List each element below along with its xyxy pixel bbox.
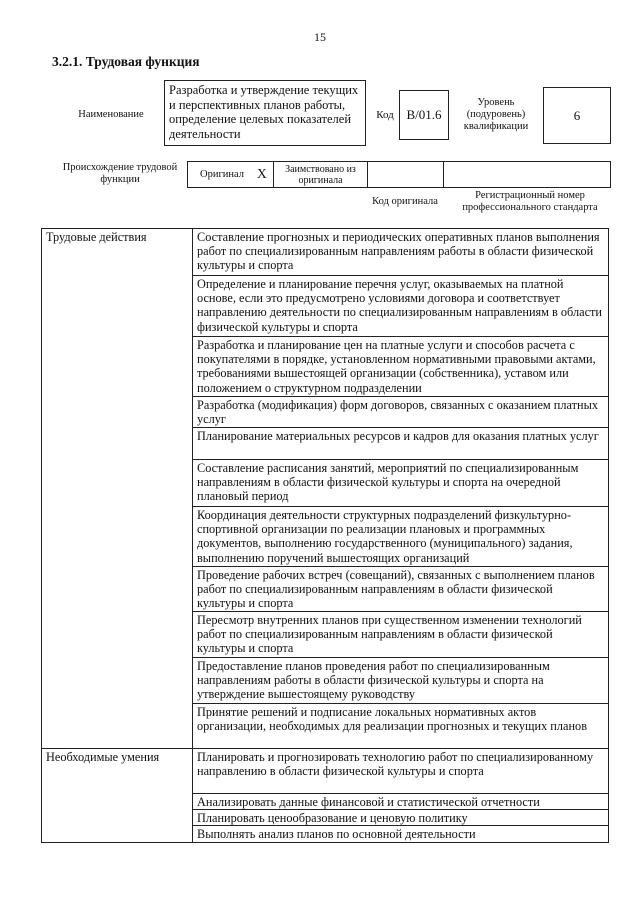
labor-action: Координация деятельности структурных подразделений физкультурно-спортивной организации по реализации плановых и программных документов, выполнению государственного (муниципального) задания, выполнению поручений вышестоящих организаций [193, 507, 609, 567]
labor-action: Предоставление планов проведения работ по специализированным направлениям работы в области физической культуры и спорта на утверждение вышестоящему руководству [193, 658, 609, 704]
function-name-box [164, 80, 366, 146]
page-number: 15 [314, 30, 326, 44]
required-skill: Выполнять анализ планов по основной деятельности [193, 826, 609, 842]
labor-action: Составление расписания занятий, мероприятий по специализированным направлениям в области физической культуры и спорта на очередной плановый период [193, 460, 609, 507]
table-row [42, 229, 609, 276]
level-value: 6 [573, 107, 581, 123]
original-cell [188, 162, 274, 187]
labor-action: Определение и планирование перечня услуг, оказываемых на платной основе, если это предусмотрено условиями договора и соответствует направлению деятельности по специализированным направлениям в области физической культуры и спорта [193, 276, 609, 337]
code-value: B/01.6 [406, 107, 442, 122]
origin-table [187, 161, 611, 188]
labor-action: Разработка и планирование цен на платные услуги и способов расчета с покупателями в порядке, установленном нормативными правовыми актами, требованиями вышестоящей организации (собственника), уставом или положением о структурном подразделении [193, 337, 609, 397]
required-skill: Планировать и прогнозировать технологию работ по специализированному направлению в области физической культуры и спорта [193, 749, 609, 794]
level-label: Уровень (подуровень) квалификации [463, 97, 529, 132]
section-label: Необходимые умения [42, 749, 193, 843]
labor-action: Пересмотр внутренних планов при существенном изменении технологий работ по специализированным направлениям в области физической культуры и спорта [193, 612, 609, 658]
code-original-label: Код оригинала [372, 196, 438, 207]
labor-action: Проведение рабочих встреч (совещаний), связанных с выполнением планов работ по специализированным направлениям в области физической культуры и спорта [193, 567, 609, 612]
required-skill: Планировать ценообразование и ценовую политику [193, 810, 609, 826]
reg-number-label: Регистрационный номер профессионального стандарта [462, 190, 598, 213]
required-skill: Анализировать данные финансовой и статистической отчетности [193, 794, 609, 810]
labor-action: Планирование материальных ресурсов и кадров для оказания платных услуг [193, 428, 609, 460]
code-label: Код [376, 109, 394, 121]
labor-action: Составление прогнозных и периодических оперативных планов выполнения работ по специализированным направлениям работы в области физической культуры и спорта [193, 229, 609, 276]
borrowed-label: Заимствовано из оригинала [274, 162, 368, 187]
labor-function-table [41, 228, 609, 843]
labor-action: Разработка (модификация) форм договоров, связанных с оказанием платных услуг [193, 397, 609, 428]
code-value-box [399, 90, 449, 140]
original-label: Оригинал [200, 169, 244, 180]
original-mark: X [257, 166, 267, 181]
code-original-cell [368, 162, 444, 187]
function-name: Разработка и утверждение текущих и перспективных планов работы, определение целевых показателей деятельности [169, 83, 359, 141]
section-title: 3.2.1. Трудовая функция [52, 54, 200, 69]
table-row [42, 749, 609, 794]
level-value-box [543, 87, 611, 144]
origin-label: Происхождение трудовой функции [62, 162, 178, 185]
name-label: Наименование [78, 109, 144, 120]
reg-number-cell [444, 162, 610, 187]
labor-action: Принятие решений и подписание локальных нормативных актов организации, необходимых для реализации прогнозных и текущих планов [193, 704, 609, 749]
section-label: Трудовые действия [42, 229, 193, 749]
